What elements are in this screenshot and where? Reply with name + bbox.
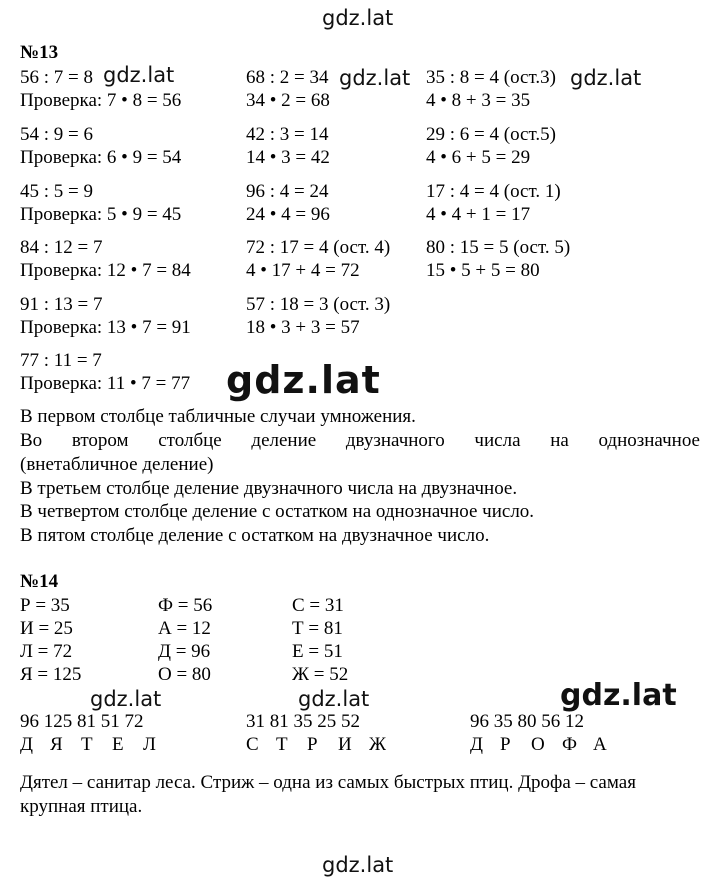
word-numbers <box>246 710 360 733</box>
watermark: gdz.lat <box>322 853 394 877</box>
check-line: 34 • 2 = 68 <box>246 90 330 111</box>
letter: Я <box>50 734 63 755</box>
number: 125 <box>43 711 73 732</box>
equation: 77 : 11 = 7 <box>20 350 102 371</box>
letter: И <box>338 734 352 755</box>
check-line: Проверка: 6 • 9 = 54 <box>20 147 182 168</box>
word-letters <box>20 733 156 756</box>
check-line: 18 • 3 + 3 = 57 <box>246 317 360 338</box>
check-line: Проверка: 12 • 7 = 84 <box>20 260 191 281</box>
word-numbers <box>470 710 584 733</box>
equation: 42 : 3 = 14 <box>246 124 329 145</box>
letter-value: Л = 72 <box>20 641 73 662</box>
task-14-title: №14 <box>20 571 59 592</box>
conclusion-line: крупная птица. <box>20 796 143 817</box>
check-line: 4 • 4 + 1 = 17 <box>426 204 531 225</box>
number: 35 <box>293 711 313 732</box>
letter: Ф <box>562 734 578 755</box>
letter: О <box>531 734 545 755</box>
letter-value: Ф = 56 <box>158 595 213 616</box>
word-numbers <box>20 710 144 733</box>
letter-value: О = 80 <box>158 664 211 685</box>
equation: 91 : 13 = 7 <box>20 294 103 315</box>
paragraph: В пятом столбце деление с остатком на двузначное число. <box>20 525 490 546</box>
check-line: 4 • 6 + 5 = 29 <box>426 147 531 168</box>
equation: 54 : 9 = 6 <box>20 124 93 145</box>
letter-value: Д = 96 <box>158 641 211 662</box>
letter: Т <box>81 734 93 755</box>
letter: Л <box>143 734 156 755</box>
number: 52 <box>341 711 360 732</box>
check-line: Проверка: 13 • 7 = 91 <box>20 317 191 338</box>
letter: Т <box>276 734 288 755</box>
paragraph: В первом столбце табличные случаи умножения. <box>20 406 416 427</box>
letter: Д <box>470 734 483 755</box>
letter-value: А = 12 <box>158 618 211 639</box>
letter: Ж <box>369 734 387 755</box>
letter: Д <box>20 734 33 755</box>
equation: 72 : 17 = 4 (ост. 4) <box>246 237 391 258</box>
watermark: gdz.lat <box>570 66 642 90</box>
watermark: gdz.lat <box>298 687 370 711</box>
check-line: 14 • 3 = 42 <box>246 147 330 168</box>
letter-value: Я = 125 <box>20 664 82 685</box>
watermark: gdz.lat <box>90 687 162 711</box>
equation: 56 : 7 = 8 <box>20 67 93 88</box>
equation: 57 : 18 = 3 (ост. 3) <box>246 294 391 315</box>
watermark: gdz.lat <box>226 358 381 402</box>
watermark: gdz.lat <box>322 6 394 30</box>
equation: 35 : 8 = 4 (ост.3) <box>426 67 556 88</box>
letter: Е <box>112 734 124 755</box>
number: 81 <box>77 711 96 732</box>
letter: С <box>246 734 259 755</box>
watermark: gdz.lat <box>103 63 175 87</box>
letter: А <box>593 734 607 755</box>
check-line: 4 • 8 + 3 = 35 <box>426 90 531 111</box>
number: 51 <box>100 711 120 732</box>
conclusion-line: Дятел – санитар леса. Стриж – одна из самых быстрых птиц. Дрофа – самая <box>20 772 636 793</box>
watermark: gdz.lat <box>560 678 677 713</box>
paragraph: В четвертом столбце деление с остатком на однозначное число. <box>20 501 535 522</box>
number: 80 <box>517 711 537 732</box>
letter-value: Ж = 52 <box>292 664 349 685</box>
letter: Р <box>307 734 318 755</box>
equation: 84 : 12 = 7 <box>20 237 103 258</box>
equation: 45 : 5 = 9 <box>20 181 93 202</box>
paragraph: В третьем столбце деление двузначного числа на двузначное. <box>20 478 518 499</box>
letter: Р <box>500 734 511 755</box>
equation: 29 : 6 = 4 (ост.5) <box>426 124 556 145</box>
equation: 80 : 15 = 5 (ост. 5) <box>426 237 571 258</box>
equation: 68 : 2 = 34 <box>246 67 329 88</box>
number: 25 <box>317 711 337 732</box>
number: 96 <box>470 711 489 732</box>
number: 72 <box>124 711 144 732</box>
number: 81 <box>269 711 289 732</box>
equation: 17 : 4 = 4 (ост. 1) <box>426 181 561 202</box>
task-13-title: №13 <box>20 42 59 63</box>
paragraph: (внетабличное деление) <box>20 454 214 475</box>
number: 31 <box>246 711 265 732</box>
letter-value: Е = 51 <box>292 641 343 662</box>
check-line: 15 • 5 + 5 = 80 <box>426 260 540 281</box>
letter-value: Р = 35 <box>20 595 70 616</box>
watermark: gdz.lat <box>339 66 411 90</box>
check-line: 24 • 4 = 96 <box>246 204 330 225</box>
check-line: 4 • 17 + 4 = 72 <box>246 260 360 281</box>
word-letters <box>470 733 607 756</box>
number: 35 <box>493 711 513 732</box>
paragraph: Во втором столбце деление двузначного числа на однозначное <box>20 430 700 451</box>
check-line: Проверка: 5 • 9 = 45 <box>20 204 182 225</box>
number: 96 <box>20 711 39 732</box>
equation: 96 : 4 = 24 <box>246 181 329 202</box>
letter-value: Т = 81 <box>292 618 343 639</box>
check-line: Проверка: 11 • 7 = 77 <box>20 373 191 394</box>
check-line: Проверка: 7 • 8 = 56 <box>20 90 182 111</box>
word-letters <box>246 733 386 756</box>
letter-value: И = 25 <box>20 618 73 639</box>
number: 12 <box>565 711 584 732</box>
number: 56 <box>541 711 561 732</box>
letter-value: С = 31 <box>292 595 344 616</box>
